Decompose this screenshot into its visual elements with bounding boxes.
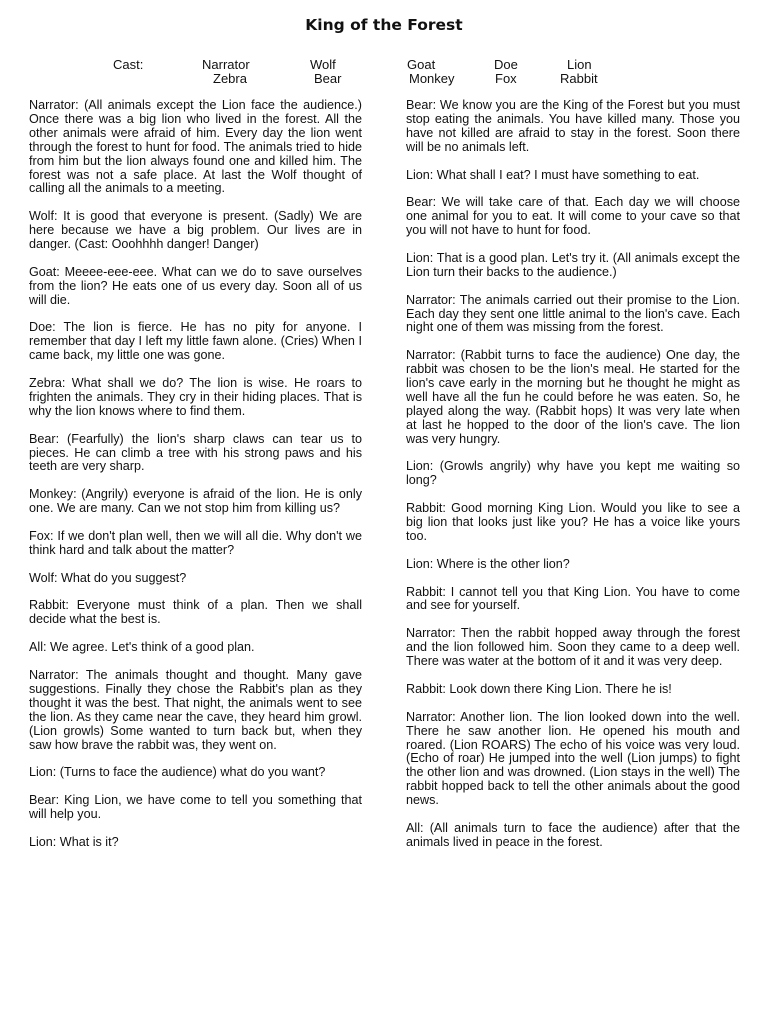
dialogue-paragraph: Lion: What is it? [29,834,119,849]
cast-member: Fox [495,71,517,86]
dialogue-paragraph: Narrator: The animals carried out their promise to the Lion. Each day they sent one little animal to the lion's cave. Each night one of them was missing from the forest. [406,292,740,335]
cast-member: Monkey [409,71,455,86]
cast-member: Wolf [310,57,336,72]
dialogue-paragraph: Bear: We know you are the King of the Forest but you must stop eating the animals. You have killed many. Those you have not killed are afraid to stay in the forest. Soon there will be no animals left. [406,98,740,154]
dialogue-paragraph: Lion: Where is the other lion? [406,556,570,571]
cast-member: Zebra [213,71,247,86]
dialogue-paragraph: Narrator: Another lion. The lion looked down into the well. There he saw another lion. He opened his mouth and roared. (Lion ROARS) The echo of his voice was very loud. (Echo of roar) He jumped into the well (Lion jumps) to fight the other lion and was drowned. (Lion stays in the well) The rabbit hopped back to tell the other animals about the good news. [406,709,740,808]
dialogue-paragraph: Rabbit: Everyone must think of a plan. Then we shall decide what the best is. [29,598,362,627]
cast-member: Goat [407,57,436,72]
cast-member: Rabbit [560,71,598,86]
dialogue-paragraph: Narrator: (Rabbit turns to face the audience) One day, the rabbit was chosen to be the lion's meal. He started for the lion's cave early in the morning but he thought he might as well have all the fun he could before he was eaten. So, he played along the way. (Rabbit hops) It was very late when at last he hopped to the door of the lion's cave. The lion was very hungry. [406,348,740,446]
dialogue-paragraph: Bear: King Lion, we have come to tell you something that will help you. [29,793,362,822]
cast-member: Narrator [202,57,250,72]
script-column-right [406,99,740,864]
dialogue-paragraph: Rabbit: I cannot tell you that King Lion. You have to come and see for yourself. [406,584,740,613]
dialogue-paragraph: All: (All animals turn to face the audience) after that the animals lived in peace in the forest. [406,820,740,849]
dialogue-paragraph: Narrator: (All animals except the Lion face the audience.) Once there was a big lion who lived in the forest. All the other animals were afraid of him. Every day the lion went through the forest to hunt for food. The animals tried to hide from him but the lion always found one and killed him. The forest was not a safe place. At last the Wolf thought of calling all the animals to a meeting. [29,98,362,196]
dialogue-paragraph: Fox: If we don't plan well, then we will all die. Why don't we think hard and talk about the matter? [29,528,362,557]
dialogue-paragraph: Bear: (Fearfully) the lion's sharp claws can tear us to pieces. He can climb a tree with his strong paws and his teeth are very sharp. [29,431,362,474]
script-column-left [29,99,362,864]
dialogue-paragraph: Narrator: Then the rabbit hopped away through the forest and the lion followed him. Soon they came to a deep well. There was water at the bottom of it and it was very deep. [406,626,740,669]
dialogue-paragraph: Monkey: (Angrily) everyone is afraid of the lion. He is only one. We are many. Can we not stop him from killing us? [29,487,362,516]
cast-member: Lion [567,57,592,72]
dialogue-paragraph: Lion: That is a good plan. Let's try it. (All animals except the Lion turn their backs to the audience.) [406,250,740,279]
dialogue-paragraph: Lion: What shall I eat? I must have something to eat. [406,167,700,182]
page-title: King of the Forest [305,16,463,34]
dialogue-paragraph: Bear: We will take care of that. Each day we will choose one animal for you to eat. It will come to your cave so that you will not have to hunt for food. [406,195,740,238]
dialogue-paragraph: Doe: The lion is fierce. He has no pity for anyone. I remember that day I left my little fawn alone. (Cries) When I came back, my little one was gone. [29,320,362,363]
dialogue-paragraph: Narrator: The animals thought and thought. Many gave suggestions. Finally they chose the Rabbit's plan as they thought it was the best. That night, the animals went to see the lion. As they came near the cave, they heard him growl. (Lion growls) Some wanted to turn back but, when they saw how brave the rabbit was, they went on. [29,667,362,752]
dialogue-paragraph: Wolf: It is good that everyone is present. (Sadly) We are here because we have a big problem. Our lives are in danger. (Cast: Ooohhhh danger! Danger) [29,209,362,252]
cast-member: Bear [314,71,342,86]
dialogue-paragraph: All: We agree. Let's think of a good plan. [29,640,255,655]
dialogue-paragraph: Lion: (Turns to face the audience) what do you want? [29,765,326,780]
dialogue-paragraph: Zebra: What shall we do? The lion is wise. He roars to frighten the animals. They cry in their hiding places. That is why the lion knows where to find them. [29,376,362,418]
dialogue-paragraph: Lion: (Growls angrily) why have you kept me waiting so long? [406,459,740,488]
dialogue-paragraph: Rabbit: Good morning King Lion. Would you like to see a big lion that looks just like you? He has a voice like yours too. [406,501,740,543]
cast-label: Cast: [113,57,144,72]
cast-member: Doe [494,57,518,72]
dialogue-paragraph: Goat: Meeee-eee-eee. What can we do to save ourselves from the lion? He eats one of us every day. Soon all of us will die. [29,264,362,307]
dialogue-paragraph: Rabbit: Look down there King Lion. There he is! [406,681,672,696]
dialogue-paragraph: Wolf: What do you suggest? [29,570,187,585]
